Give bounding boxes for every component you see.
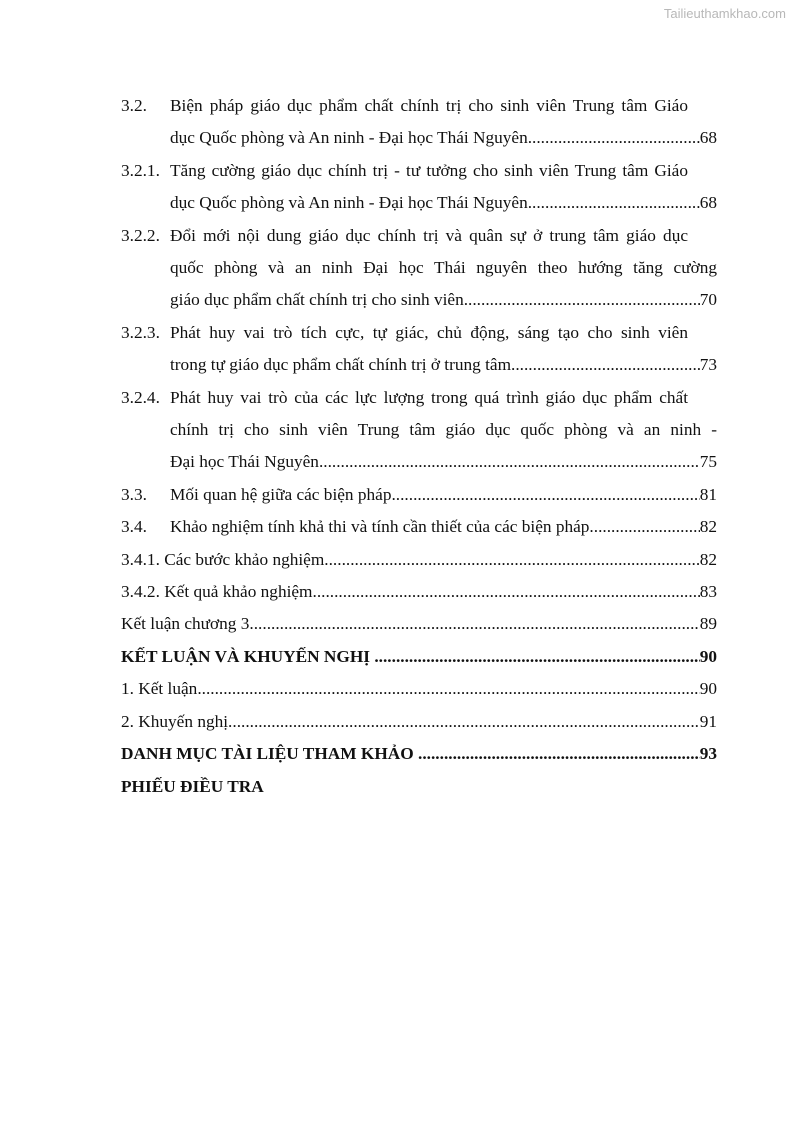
toc-text: 3.4.1. Các bước khảo nghiệm [121,549,325,569]
toc-text: Tăng cường giáo dục chính trị - tư tưởng cho sinh viên Trung tâm Giáo [170,160,688,180]
dot-leader [324,544,699,576]
toc-page-number: 89 [699,614,717,634]
toc-number: 3.3. [121,484,147,504]
dot-leader [249,608,699,640]
toc-line [121,479,717,511]
toc-line [121,90,717,122]
toc-text: 3.4.2. Kết quả khảo nghiệm [121,582,313,602]
toc-page-number: 68 [699,128,717,148]
toc-entry[interactable] [121,738,717,770]
toc-line [121,446,717,478]
dot-leader [228,706,700,738]
toc-line [121,414,717,446]
toc-entry[interactable] [121,544,717,576]
toc-text: dục Quốc phòng và An ninh - Đại học Thái Nguyên [170,193,528,213]
toc-line [121,284,717,316]
toc-page-number: 81 [699,484,717,504]
dot-leader [197,673,699,705]
toc-text: trong tự giáo dục phẩm chất chính trị ở trung tâm [170,355,512,375]
dot-leader [374,641,699,673]
toc-text: Biện pháp giáo dục phẩm chất chính trị cho sinh viên Trung tâm Giáo [170,96,688,115]
toc-number: 3.4. [121,517,147,537]
toc-text: Kết luận chương 3 [121,614,250,634]
toc-number: 3.2.2. [121,225,160,245]
dot-leader [528,187,700,219]
dot-leader [528,122,700,154]
toc-entry[interactable] [121,706,717,738]
dot-leader [589,511,699,543]
toc-entry[interactable] [121,382,717,479]
toc-text: giáo dục phẩm chất chính trị cho sinh viên [170,290,464,310]
toc-line [121,122,717,154]
toc-text: quốc phòng và an ninh Đại học Thái nguyên theo hướng tăng cường [170,258,717,278]
toc-entry[interactable] [121,641,717,673]
toc-entry[interactable] [121,479,717,511]
toc-line [121,349,717,381]
toc-page-number: 90 [699,679,717,699]
toc-page-number: 82 [699,517,717,537]
toc-text: 2. Khuyến nghị [121,711,229,731]
toc-entry[interactable] [121,220,717,317]
toc-page-number: 68 [699,193,717,213]
toc-line [121,511,717,543]
watermark: Tailieuthamkhao.com [663,6,786,21]
toc-page-number: 73 [699,355,717,375]
toc-entry[interactable] [121,576,717,608]
toc-line [121,252,717,284]
dot-leader [313,576,700,608]
toc-page-number: 75 [699,452,717,472]
toc-entry[interactable] [121,673,717,705]
toc-entry-phieu-dieu-tra[interactable]: PHIẾU ĐIỀU TRA [121,776,264,796]
toc-text: Mối quan hệ giữa các biện pháp [170,484,392,504]
toc-number: 3.2.4. [121,387,160,407]
toc-text: DANH MỤC TÀI LIỆU THAM KHẢO [121,744,419,764]
toc-page-number: 91 [699,711,717,731]
toc-text: KẾT LUẬN VÀ KHUYẾN NGHỊ [121,646,375,666]
toc-line [121,220,717,252]
toc-entry[interactable] [121,511,717,543]
toc-entry[interactable] [121,90,717,155]
toc-text: Khảo nghiệm tính khả thi và tính cần thiết của các biện pháp [170,517,590,537]
toc-page-number: 90 [699,646,717,666]
toc-page-number: 82 [699,549,717,569]
toc-text: Đại học Thái Nguyên [170,452,319,472]
toc-text: dục Quốc phòng và An ninh - Đại học Thái Nguyên [170,128,528,148]
toc-number: 3.2.3. [121,322,160,342]
dot-leader [418,738,700,770]
toc-number: 3.2. [121,96,147,115]
toc-line [121,317,717,349]
toc-entry[interactable] [121,608,717,640]
toc-text: Phát huy vai trò của các lực lượng trong quá trình giáo dục phẩm chất [170,387,688,407]
toc-entry[interactable] [121,155,717,220]
toc-page-number: 93 [699,744,717,764]
dot-leader [319,446,700,478]
table-of-contents [121,90,717,803]
toc-text: Đổi mới nội dung giáo dục chính trị và quân sự ở trung tâm giáo dục [170,225,688,245]
dot-leader [511,349,700,381]
toc-line [121,187,717,219]
toc-line [121,155,717,187]
toc-line [121,382,717,414]
dot-leader [464,284,700,316]
toc-number: 3.2.1. [121,160,160,180]
toc-page-number: 83 [699,582,717,602]
toc-page-number: 70 [699,290,717,310]
dot-leader [391,479,699,511]
toc-text: chính trị cho sinh viên Trung tâm giáo dục quốc phòng và an ninh - [170,420,717,440]
toc-text: 1. Kết luận [121,679,198,699]
toc-entry[interactable] [121,317,717,382]
toc-text: Phát huy vai trò tích cực, tự giác, chủ động, sáng tạo cho sinh viên [170,322,688,342]
